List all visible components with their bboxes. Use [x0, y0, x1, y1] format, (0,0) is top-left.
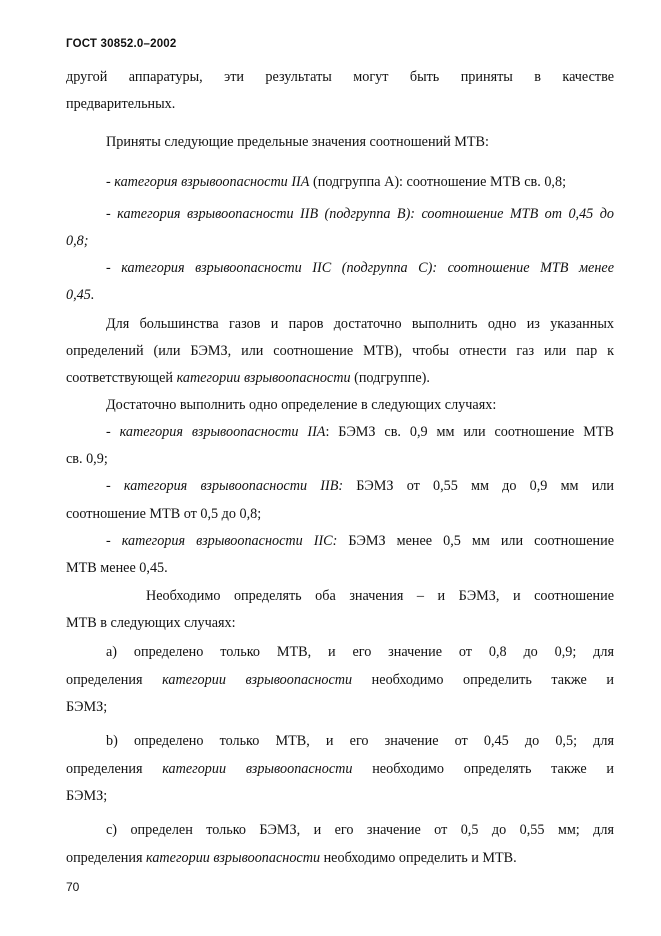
text-line: МТВ менее 0,45.	[66, 560, 168, 576]
text-line: определения категории взрывоопасности необходимо определить и МТВ.	[66, 850, 517, 866]
text-line: - категория взрывоопасности IIB: БЭМЗ от 0,55 мм до 0,9 мм или	[106, 478, 614, 494]
text-line: другой аппаратуры, эти результаты могут быть приняты в качестве	[66, 69, 614, 85]
text-line: - категория взрывоопасности IIA (подгруппа А): соотношение МТВ св. 0,8;	[106, 174, 567, 190]
text-line: БЭМЗ;	[66, 788, 108, 804]
text-line: - категория взрывоопасности IIC (подгруппа С): соотношение МТВ менее	[106, 260, 614, 276]
text-line: а) определено только МТВ, и его значение от 0,8 до 0,9; для	[106, 644, 614, 660]
text-line: Достаточно выполнить одно определение в следующих случаях:	[106, 397, 497, 413]
text-line: определения категории взрывоопасности необходимо определять также и	[66, 761, 614, 777]
text-line: Приняты следующие предельные значения соотношений МТВ:	[106, 134, 489, 150]
text-line: св. 0,9;	[66, 451, 108, 467]
page-number: 70	[66, 880, 80, 894]
text-line: - категория взрывоопасности IIA: БЭМЗ св. 0,9 мм или соотношение МТВ	[106, 424, 614, 440]
text-line: c) определен только БЭМЗ, и его значение от 0,5 до 0,55 мм; для	[106, 822, 614, 838]
text-line: - категория взрывоопасности IIC: БЭМЗ менее 0,5 мм или соотношение	[106, 533, 614, 549]
text-line: b) определено только МТВ, и его значение от 0,45 до 0,5; для	[106, 733, 614, 749]
text-line: Необходимо определять оба значения – и БЭМЗ, и соотношение	[146, 588, 614, 604]
text-line: 0,45.	[66, 287, 95, 303]
text-line: МТВ в следующих случаях:	[66, 615, 236, 631]
text-line: предварительных.	[66, 96, 176, 112]
text-line: - категория взрывоопасности IIB (подгруппа В): соотношение МТВ от 0,45 до	[106, 206, 614, 222]
text-line: БЭМЗ;	[66, 699, 108, 715]
document-header: ГОСТ 30852.0–2002	[66, 38, 177, 50]
text-line: соответствующей категории взрывоопасности (подгруппе).	[66, 370, 430, 386]
text-line: 0,8;	[66, 233, 89, 249]
text-line: определений (или БЭМЗ, или соотношение МТВ), чтобы отнести газ или пар к	[66, 343, 614, 359]
text-line: соотношение МТВ от 0,5 до 0,8;	[66, 506, 262, 522]
text-line: определения категории взрывоопасности необходимо определить также и	[66, 672, 614, 688]
text-line: Для большинства газов и паров достаточно выполнить одно из указанных	[106, 316, 614, 332]
